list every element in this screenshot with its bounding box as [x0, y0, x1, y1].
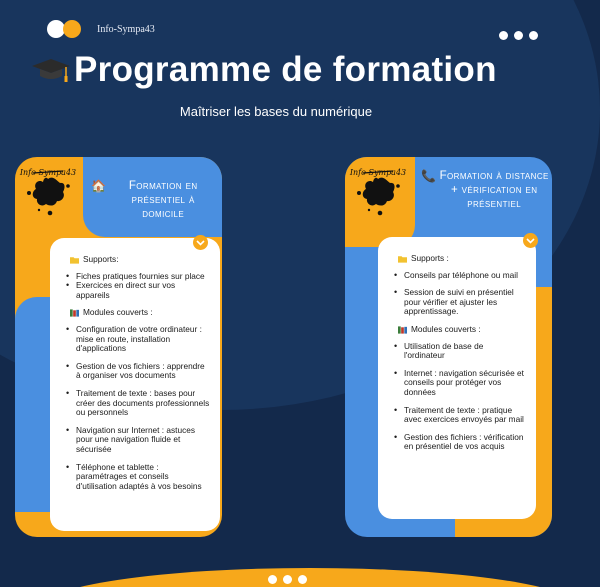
list-item: • Traitement de texte : pratique avec exercices envoyés par mail: [404, 406, 526, 425]
card-presentiel: [15, 157, 222, 537]
page-header: [30, 50, 497, 90]
list-item: • Exercices en direct sur vos appareils: [76, 281, 210, 300]
list-item: • Navigation sur Internet : astuces pour une navigation fluide et sécurisée: [76, 426, 210, 455]
more-options-icon[interactable]: [499, 31, 538, 40]
books-icon: [398, 326, 407, 334]
page-indicator-dots[interactable]: [268, 575, 307, 584]
list-item: • Internet : navigation sécurisée et conseils pour protéger vos données: [404, 369, 526, 398]
list-item: • Conseils par téléphone ou mail: [404, 271, 526, 281]
list-item: • Utilisation de base de l'ordinateur: [404, 342, 526, 361]
brand: [47, 20, 155, 38]
card-title: 🏠 Formation en présentiel à domicile: [91, 179, 198, 220]
section-title-supports: Supports :: [398, 254, 526, 264]
card-distance: [345, 157, 552, 537]
folder-icon: [398, 255, 407, 263]
chevron-down-icon[interactable]: [523, 233, 538, 248]
books-icon: [70, 309, 79, 317]
modules-list: [390, 342, 526, 452]
telephone-icon: 📞: [421, 169, 437, 183]
section-title-modules: Modules couverts :: [398, 325, 526, 335]
card-content-panel: [378, 237, 536, 519]
background-bottom-arc: [40, 568, 580, 587]
section-title-supports: Supports:: [70, 255, 210, 265]
brand-name: Info-Sympa43: [97, 23, 155, 35]
page-title: Programme de formation: [74, 50, 497, 89]
info-sympa-logo: [19, 163, 77, 221]
svg-text:Info Sympa43: Info Sympa43: [19, 168, 77, 177]
svg-text:Info Sympa43: Info Sympa43: [349, 168, 407, 177]
card-content-panel: [50, 238, 220, 531]
list-item: • Fiches pratiques fournies sur place: [76, 272, 210, 282]
section-title-modules: Modules couverts :: [70, 308, 210, 318]
list-item: • Traitement de texte : bases pour créer des documents professionnels ou personnels: [76, 389, 210, 418]
graduation-cap-icon: [30, 55, 72, 85]
list-item: • Téléphone et tablette : paramétrages et conseils d'utilisation adaptés à vos besoins: [76, 463, 210, 492]
list-item: • Session de suivi en présentiel pour vérifier et ajuster les apprentissage.: [404, 288, 526, 317]
chevron-down-icon[interactable]: [193, 235, 208, 250]
folder-icon: [70, 256, 79, 264]
brand-logo-dots: [47, 20, 81, 38]
supports-list: [62, 272, 210, 301]
modules-list: [62, 325, 210, 491]
supports-list: [390, 271, 526, 317]
page-subtitle: Maîtriser les bases du numérique: [179, 104, 373, 119]
house-icon: 🏠: [91, 179, 107, 193]
card-title: 📞 Formation à distance + vérification en présentiel: [421, 169, 549, 210]
list-item: • Configuration de votre ordinateur : mise en route, installation d'applications: [76, 325, 210, 354]
list-item: • Gestion de vos fichiers : apprendre à organiser vos documents: [76, 362, 210, 381]
info-sympa-logo: [349, 163, 407, 221]
list-item: • Gestion des fichiers : vérification en présentiel de vos acquis: [404, 433, 526, 452]
